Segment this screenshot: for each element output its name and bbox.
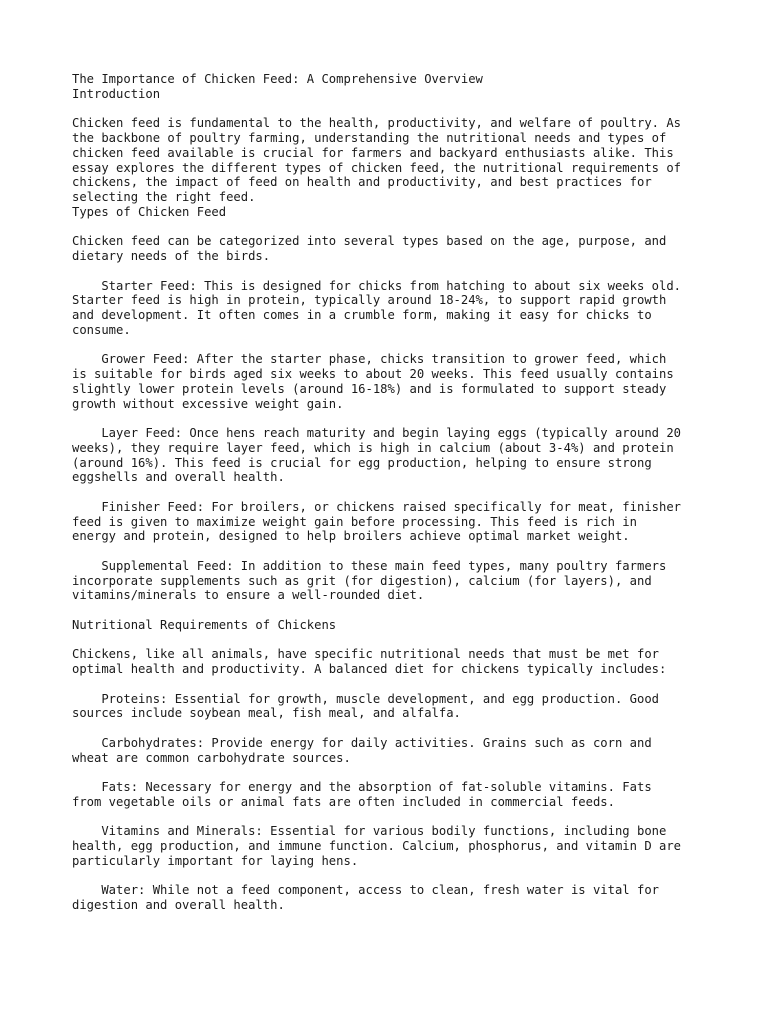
text-line: (around 16%). This feed is crucial for egg production, helping to ensure strong [72, 455, 652, 470]
text-line: consume. [72, 322, 131, 337]
text-line: dietary needs of the birds. [72, 249, 271, 263]
text-line: Finisher Feed: For broilers, or chickens raised specifically for meat, finisher [72, 499, 682, 514]
text-line: Introduction [72, 86, 161, 101]
document-page [72, 72, 712, 913]
blank-line [72, 338, 712, 353]
text-line: Water: While not a feed component, access to clean, fresh water is vital for [72, 883, 659, 898]
blank-line [72, 810, 712, 825]
text-line: from vegetable oils or animal fats are often included in commercial feeds. [72, 794, 615, 809]
text-line: feed is given to maximize weight gain before processing. This feed is rich in [72, 514, 637, 529]
text-line: Types of Chicken Feed [72, 204, 227, 219]
blank-line [72, 264, 712, 279]
text-line: particularly important for laying hens. [72, 853, 359, 868]
blank-line [72, 411, 712, 426]
blank-line [72, 677, 712, 692]
text-line: essay explores the different types of chicken feed, the nutritional requirements of [72, 160, 682, 175]
text-line: is suitable for birds aged six weeks to about 20 weeks. This feed usually contains [72, 367, 674, 381]
text-line: vitamins/minerals to ensure a well-rounded diet. [72, 588, 425, 603]
text-line: weeks), they require layer feed, which is high in calcium (about 3-4%) and protein [72, 440, 674, 455]
blank-line [72, 633, 712, 648]
text-line: wheat are common carbohydrate sources. [72, 750, 351, 765]
blank-line [72, 869, 712, 884]
text-line: eggshells and overall health. [72, 470, 285, 485]
blank-line [72, 220, 712, 235]
text-line: Grower Feed: After the starter phase, chicks transition to grower feed, which [72, 352, 667, 367]
blank-line [72, 102, 712, 117]
text-line: Chickens, like all animals, have specific nutritional needs that must be met for [72, 647, 659, 662]
text-line: Vitamins and Minerals: Essential for various bodily functions, including bone [72, 824, 667, 839]
text-line: health, egg production, and immune function. Calcium, phosphorus, and vitamin D are [72, 839, 682, 853]
text-line: The Importance of Chicken Feed: A Comprehensive Overview [72, 72, 483, 86]
text-line: slightly lower protein levels (around 16-18%) and is formulated to support steady [72, 381, 667, 396]
text-line: Supplemental Feed: In addition to these main feed types, many poultry farmers [72, 558, 667, 573]
text-line: incorporate supplements such as grit (for digestion), calcium (for layers), and [72, 573, 652, 588]
blank-line [72, 485, 712, 500]
text-line: Proteins: Essential for growth, muscle development, and egg production. Good [72, 691, 659, 706]
text-line: and development. It often comes in a crumble form, making it easy for chicks to [72, 308, 652, 322]
text-line: Starter Feed: This is designed for chicks from hatching to about six weeks old. [72, 278, 682, 293]
text-line: Layer Feed: Once hens reach maturity and begin laying eggs (typically around 20 [72, 426, 682, 440]
text-line: chicken feed available is crucial for farmers and backyard enthusiasts alike. This [72, 145, 674, 160]
text-line: optimal health and productivity. A balanced diet for chickens typically includes: [72, 662, 667, 676]
text-line: growth without excessive weight gain. [72, 396, 344, 411]
text-line: Starter feed is high in protein, typically around 18-24%, to support rapid growth [72, 293, 667, 308]
text-line: selecting the right feed. [72, 190, 256, 204]
text-line: energy and protein, designed to help broilers achieve optimal market weight. [72, 529, 630, 544]
text-line: the backbone of poultry farming, understanding the nutritional needs and types of [72, 131, 667, 145]
blank-line [72, 721, 712, 736]
blank-line [72, 603, 712, 618]
text-line: Fats: Necessary for energy and the absorption of fat-soluble vitamins. Fats [72, 780, 652, 794]
text-line: Carbohydrates: Provide energy for daily activities. Grains such as corn and [72, 735, 652, 750]
text-line: Chicken feed can be categorized into several types based on the age, purpose, and [72, 234, 667, 249]
text-line: digestion and overall health. [72, 898, 285, 912]
text-line: Nutritional Requirements of Chickens [72, 617, 337, 632]
text-line: Chicken feed is fundamental to the health, productivity, and welfare of poultry. As [72, 116, 682, 131]
blank-line [72, 544, 712, 559]
blank-line [72, 765, 712, 780]
text-line: chickens, the impact of feed on health and productivity, and best practices for [72, 175, 652, 190]
text-line: sources include soybean meal, fish meal, and alfalfa. [72, 706, 461, 721]
